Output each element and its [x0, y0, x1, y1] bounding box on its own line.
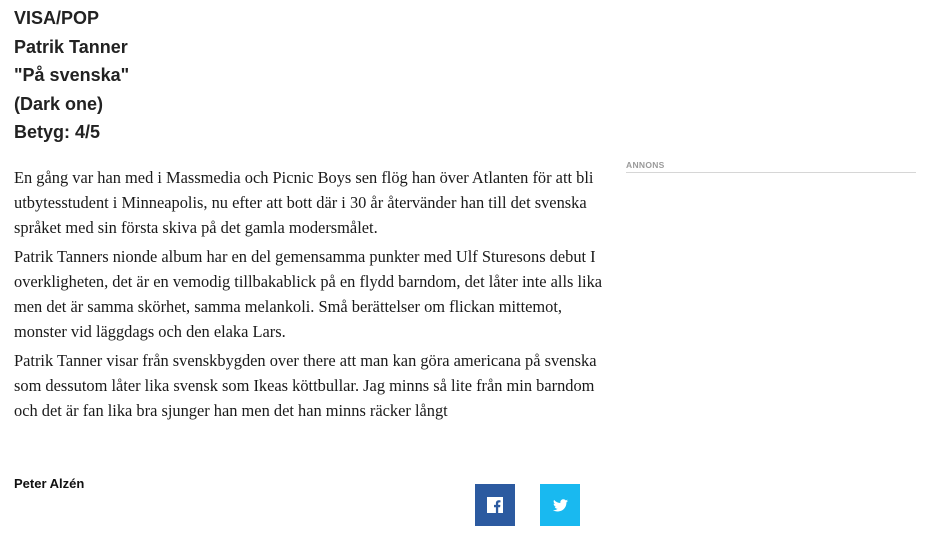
review-label: (Dark one): [14, 93, 104, 114]
twitter-share-button[interactable]: [540, 484, 580, 526]
review-paragraph: Patrik Tanner visar från svenskbygden over there att man kan göra americana på svenska som dessutom låter lika svensk som Ikeas köttbullar. Jag minns så lite från min barndom och det är fan lika bra sjunger han men det han minns räcker långt: [14, 350, 597, 420]
facebook-share-button[interactable]: [475, 484, 515, 526]
review-paragraph: En gång var han med i Massmedia och Picnic Boys sen flög han över Atlanten för att bli utbytesstudent i Minneapolis, nu efter att bott där i 30 år återvänder han till det svenska språket med sin första skiva på det gamla modersmålet.: [14, 167, 594, 237]
facebook-icon: [487, 497, 503, 513]
ad-label: ANNONS: [626, 160, 916, 173]
review-body: [14, 165, 614, 423]
review-article: [14, 0, 614, 423]
twitter-icon: [553, 499, 568, 512]
review-meta: [14, 4, 614, 147]
review-genre: VISA/POP: [14, 8, 100, 28]
sidebar: [626, 160, 916, 173]
review-album-title: "På svenska": [14, 65, 130, 85]
review-rating: Betyg: 4/5: [14, 122, 101, 142]
review-paragraph: Patrik Tanners nionde album har en del gemensamma punkter med Ulf Sturesons debut I overkligheten, det är en vemodig tillbakablick på en flydd barndom, det låter inte alls lika men det är samma skörhet, samma melankoli. Små berättelser om flickan mittemot, monster vid läggdags och den elaka Lars.: [14, 246, 603, 341]
review-artist: Patrik Tanner: [14, 36, 128, 57]
review-author: Peter Alzén: [14, 476, 85, 491]
